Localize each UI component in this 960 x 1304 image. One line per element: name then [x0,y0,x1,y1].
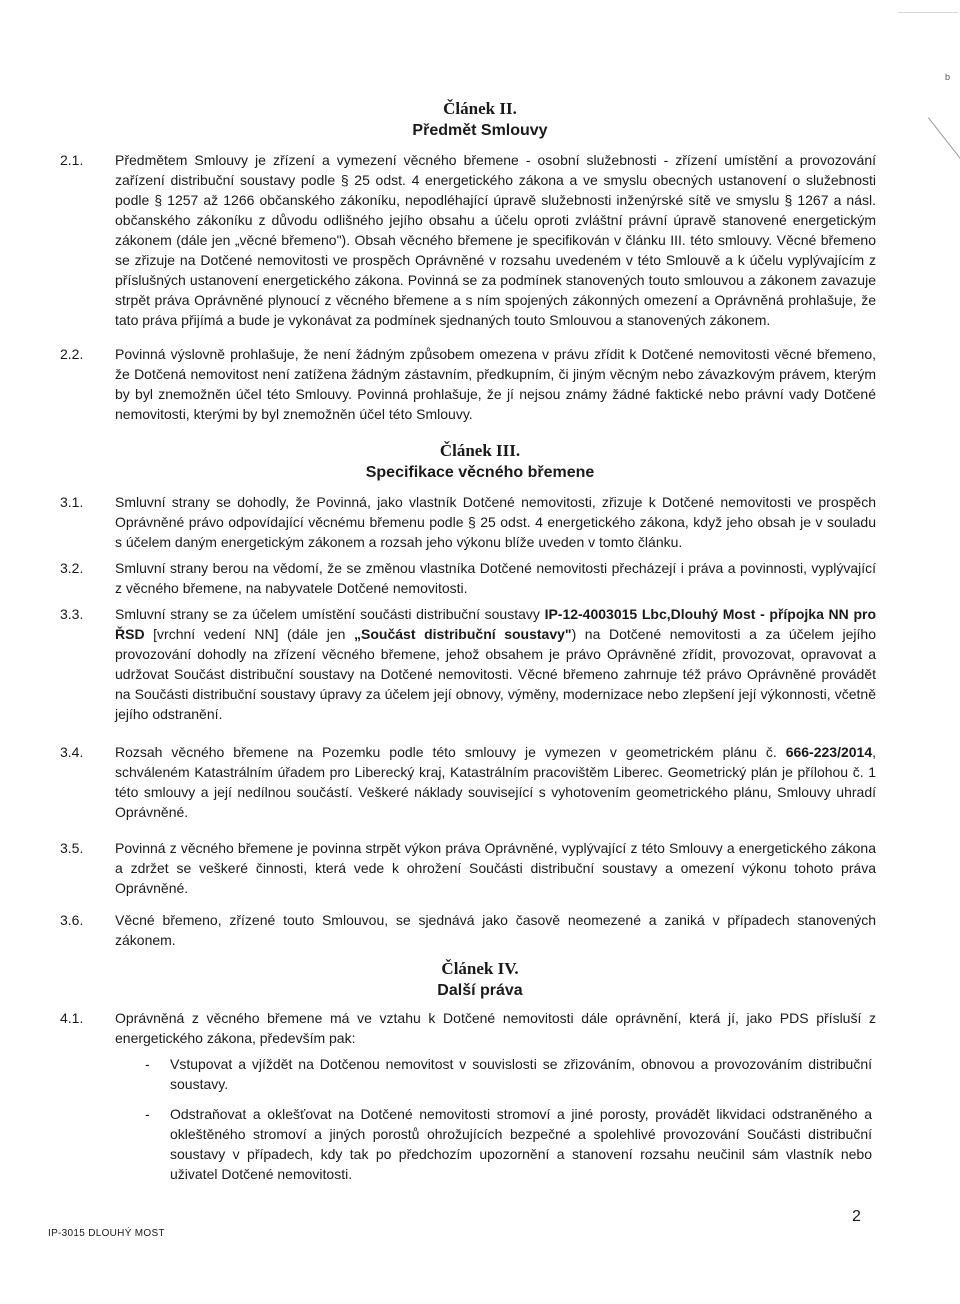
paragraph-3-5 [60,838,876,898]
paragraph-3-6 [60,910,876,950]
paragraph-2-2 [60,344,876,424]
geometric-plan-number: 666-223/2014 [785,744,873,760]
paragraph-number: 4.1. [60,1010,84,1026]
paragraph-3-2 [60,558,876,598]
bullet-dash: - [145,1056,150,1072]
paragraph-number: 3.3. [60,606,84,622]
bullet-item [145,1104,872,1184]
paragraph-text: Předmětem Smlouvy je zřízení a vymezení věcného břemene - osobní služebnosti - zřízení umístění a provozování zařízení distribuční soustavy podle § 25 odst. 4 energetického zákona a ve smyslu obecných ustanovení o služebnosti podle § 1257 až 1266 občanského zákoníku, nepodléhající úpravě služebnosti inženýrské sítě ve smyslu § 1267 a násl. občanského zákoníku z důvodu odlišného jejího obsahu a účelu oproti zvláštní právní úpravě stanovené energetickým zákonem (dále jen „věcné břemeno"). Obsah věcného břemene je specifikován v článku III. této smlouvy. Věcné břemeno se zřizuje na Dotčené nemovitosti ve prospěch Oprávněné v rozsahu uvedeném v této Smlouvě a k účelu vyplývajícím z příslušných ustanovení energetického zákona. Povinná se za podmínek stanovených touto smlouvou a zákonem zavazuje strpět práva Oprávněné plynoucí z věcného břemene a s ním spojených zákonných omezení a Oprávněná prohlašuje, že tato práva přijímá a bude je vykonávat za podmínek sjednaných touto Smlouvou a stanovených zákonem. [115,152,876,328]
scan-artifact-line [898,12,958,13]
article-4-title: Článek IV. [441,959,519,978]
paragraph-number: 2.1. [60,152,84,168]
paragraph-text [115,604,876,724]
page-number: 2 [852,1208,861,1225]
paragraph-3-3 [60,604,876,724]
paragraph-number: 3.2. [60,560,84,576]
defined-term: „Součást distribuční soustavy" [354,626,572,642]
bullet-text: Vstupovat a vjíždět na Dotčenou nemovitost v souvislosti se zřizováním, obnovou a provozováním distribuční soustavy. [170,1056,872,1092]
bullet-dash: - [145,1106,150,1122]
text-run: ) na Dotčené nemovitosti a za účelem jejího provozování dohodly na zřízení věcného břemene, jehož obsahem je právo Oprávněné zřídit, provozovat, opravovat a udržovat Součást distribuční soustavy na Dotčené nemovitosti. Věcné břemeno zahrnuje též právo Oprávněné provádět na Součásti distribuční soustavy úpravy za účelem její obnovy, výměny, modernizace nebo zlepšení její výkonnosti, včetně jejího odstranění. [115,626,876,722]
paragraph-text: Povinná výslovně prohlašuje, že není žádným způsobem omezena v právu zřídit k Dotčené nemovitosti věcné břemeno, že Dotčená nemovitost není zatížena žádným zástavním, předkupním, či jiným věcným nebo závazkovým právem, kterým by byl znemožněn účel této Smlouvy. Povinná prohlašuje, že jí nejsou známy žádné faktické nebo právní vady Dotčené nemovitosti, kterými by byl znemožněn účel této Smlouvy. [115,346,876,422]
paragraph-number: 3.1. [60,494,84,510]
paragraph-text: Smluvní strany se dohodly, že Povinná, jako vlastník Dotčené nemovitosti, zřizuje k Dotčené nemovitosti ve prospěch Oprávněné právo odpovídající věcnému břemenu podle § 25 odst. 4 energetického zákona, když jeho obsah je v souladu s účelem daným energetickým zákonem a rozsah jeho výkonu blíže uveden v tomto článku. [115,494,876,550]
text-run: Rozsah věcného břemene na Pozemku podle této smlouvy je vymezen v geometrickém plánu č. [115,744,786,760]
paragraph-4-1 [60,1008,876,1048]
paragraph-text [115,742,876,822]
article-4-heading [0,958,960,1002]
article-3-title: Článek III. [439,441,521,460]
article-2-heading [0,98,960,142]
bullet-item [145,1054,872,1094]
paragraph-3-1 [60,492,876,552]
article-3-heading [0,440,960,484]
paragraph-number: 2.2. [60,346,84,362]
scan-edge-mark: b [945,72,951,82]
article-3-subtitle: Specifikace věcného břemene [365,464,595,481]
paragraph-3-4 [60,742,876,822]
article-4-subtitle: Další práva [437,982,523,999]
component-identifier: IP-12-4003015 Lbc,Dlouhý Most - přípojka NN pro ŘSD [115,606,876,642]
paragraph-2-1 [60,150,876,330]
paragraph-number: 3.4. [60,744,84,760]
article-2-title: Článek II. [443,99,517,118]
paragraph-text: Povinná z věcného břemene je povinna strpět výkon práva Oprávněné, vyplývající z této Smlouvy a energetického zákona a zdržet se veškeré činnosti, která vede k ohrožení Součásti distribuční soustavy a omezení výkonu tohoto práva Oprávněné. [115,840,876,896]
footer-document-id: IP-3015 DLOUHÝ MOST [48,1228,165,1239]
paragraph-text: Smluvní strany berou na vědomí, že se změnou vlastníka Dotčené nemovitosti přecházejí i práva a povinnosti, vyplývající z věcného břemene, na nabyvatele Dotčené nemovitosti. [115,560,876,596]
paragraph-number: 3.6. [60,912,84,928]
paragraph-text: Oprávněná z věcného břemene má ve vztahu k Dotčené nemovitosti dále oprávnění, která jí, jako PDS přísluší z energetického zákona, především pak: [115,1010,876,1046]
text-run: , schváleném Katastrálním úřadem pro Liberecký kraj, Katastrálním pracovištěm Liberec. Geometrický plán je přílohou č. 1 této smlouvy a její nedílnou součástí. Veškeré náklady související s vyhotovením geometrického plánu, Smlouvy uhradí Oprávněné. [115,744,876,820]
bullet-text: Odstraňovat a oklešťovat na Dotčené nemovitosti stromoví a jiné porosty, provádět likvidaci odstraněného a okleštěného stromoví a jiných porostů ohrožujících bezpečné a spolehlivé provozování Součásti distribuční soustavy v případech, kdy tak po předchozím upozornění a stanovení rozsahu neučinil sám vlastník nebo uživatel Dotčené nemovitosti. [170,1106,872,1182]
text-run: Smluvní strany se za účelem umístění součásti distribuční soustavy [115,606,545,622]
article-2-subtitle: Předmět Smlouvy [412,122,548,139]
text-run: [vrchní vedení NN] (dále jen [144,626,355,642]
paragraph-text: Věcné břemeno, zřízené touto Smlouvou, se sjednává jako časově neomezené a zaniká v případech stanovených zákonem. [115,912,876,948]
paragraph-number: 3.5. [60,840,84,856]
